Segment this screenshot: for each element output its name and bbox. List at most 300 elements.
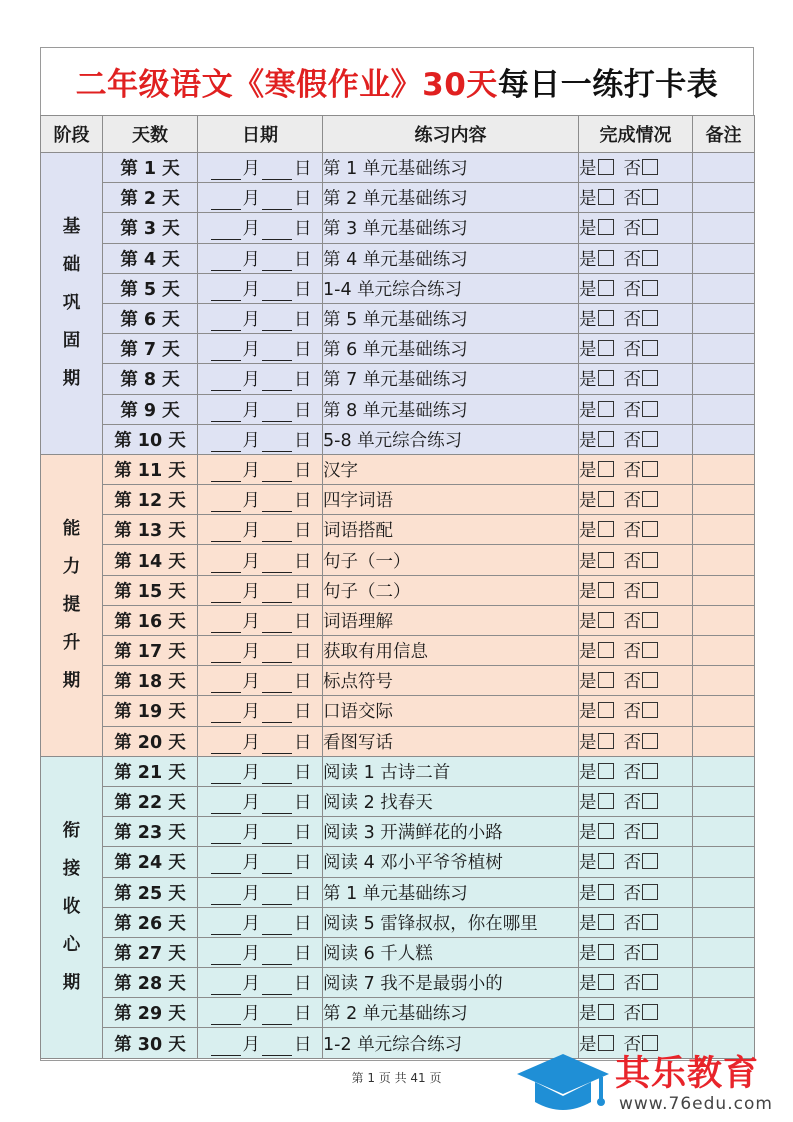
day-blank[interactable]: [262, 735, 292, 754]
day-label: 日: [294, 913, 312, 934]
yes-checkbox[interactable]: [598, 944, 614, 960]
month-label: 月: [242, 340, 260, 361]
stage-label: [41, 454, 103, 756]
day-blank[interactable]: [262, 704, 292, 723]
day-blank[interactable]: [262, 765, 292, 784]
no-label: 否: [623, 642, 641, 663]
no-checkbox[interactable]: [642, 401, 658, 417]
month-label: 月: [242, 702, 260, 723]
stage-label: [41, 153, 103, 455]
yes-checkbox[interactable]: [598, 401, 614, 417]
date-cell[interactable]: [198, 786, 323, 816]
date-cell[interactable]: [198, 153, 323, 183]
yes-checkbox[interactable]: [598, 914, 614, 930]
content-cell: 第 2 单元基础练习: [323, 998, 579, 1028]
no-checkbox[interactable]: [642, 521, 658, 537]
date-cell[interactable]: [198, 575, 323, 605]
day-label: 日: [294, 279, 312, 300]
date-cell[interactable]: [198, 364, 323, 394]
month-label: 月: [242, 823, 260, 844]
month-blank[interactable]: [211, 403, 241, 422]
day-blank[interactable]: [262, 795, 292, 814]
table-row: [41, 575, 755, 605]
month-blank[interactable]: [211, 946, 241, 965]
notes-cell[interactable]: [693, 153, 755, 183]
no-checkbox[interactable]: [642, 944, 658, 960]
date-cell[interactable]: [198, 394, 323, 424]
month-blank[interactable]: [211, 342, 241, 361]
no-label: 否: [623, 491, 641, 512]
no-checkbox[interactable]: [642, 853, 658, 869]
date-cell[interactable]: [198, 696, 323, 726]
yes-checkbox[interactable]: [598, 672, 614, 688]
day-blank[interactable]: [262, 342, 292, 361]
day-label: 日: [294, 974, 312, 995]
date-cell[interactable]: [198, 213, 323, 243]
month-blank[interactable]: [211, 221, 241, 240]
table-row: [41, 847, 755, 877]
content-cell: 四字词语: [323, 485, 579, 515]
month-blank[interactable]: [211, 584, 241, 603]
no-checkbox[interactable]: [642, 340, 658, 356]
yes-label: 是: [579, 551, 597, 572]
notes-cell[interactable]: [693, 515, 755, 545]
yes-label: 是: [579, 581, 597, 602]
no-checkbox[interactable]: [642, 793, 658, 809]
stage-char: 心: [62, 935, 81, 956]
date-cell[interactable]: [198, 485, 323, 515]
completion-cell: [579, 424, 693, 454]
content-cell: 看图写话: [323, 726, 579, 756]
content-cell: 1-2 单元综合练习: [323, 1028, 579, 1058]
notes-cell[interactable]: [693, 636, 755, 666]
day-label: 日: [294, 732, 312, 753]
month-label: 月: [242, 732, 260, 753]
month-label: 月: [242, 249, 260, 270]
day-blank[interactable]: [262, 584, 292, 603]
yes-checkbox[interactable]: [598, 823, 614, 839]
no-label: 否: [623, 551, 641, 572]
date-cell[interactable]: [198, 454, 323, 484]
date-cell[interactable]: [198, 334, 323, 364]
completion-cell: [579, 273, 693, 303]
month-blank[interactable]: [211, 433, 241, 452]
page-footer: 第 1 页 共 41 页: [351, 1071, 442, 1085]
notes-cell[interactable]: [693, 273, 755, 303]
date-cell[interactable]: [198, 243, 323, 273]
yes-checkbox[interactable]: [598, 370, 614, 386]
yes-label: 是: [579, 672, 597, 693]
no-label: 否: [623, 823, 641, 844]
notes-cell[interactable]: [693, 847, 755, 877]
month-blank[interactable]: [211, 765, 241, 784]
watermark-logo: [513, 1040, 793, 1122]
table-row: [41, 726, 755, 756]
yes-checkbox[interactable]: [598, 280, 614, 296]
yes-checkbox[interactable]: [598, 642, 614, 658]
day-cell: 第 14 天: [103, 545, 198, 575]
yes-label: 是: [579, 219, 597, 240]
header-date: 日期: [198, 116, 323, 153]
day-cell: 第 1 天: [103, 153, 198, 183]
notes-cell[interactable]: [693, 485, 755, 515]
yes-checkbox[interactable]: [598, 219, 614, 235]
yes-label: 是: [579, 460, 597, 481]
day-blank[interactable]: [262, 946, 292, 965]
completion-cell: [579, 303, 693, 333]
no-checkbox[interactable]: [642, 642, 658, 658]
no-label: 否: [623, 1004, 641, 1025]
day-label: 日: [294, 430, 312, 451]
day-cell: 第 19 天: [103, 696, 198, 726]
day-blank[interactable]: [262, 614, 292, 633]
day-blank[interactable]: [262, 463, 292, 482]
day-label: 日: [294, 370, 312, 391]
month-blank[interactable]: [211, 825, 241, 844]
month-blank[interactable]: [211, 523, 241, 542]
date-cell[interactable]: [198, 817, 323, 847]
yes-label: 是: [579, 189, 597, 210]
day-blank[interactable]: [262, 825, 292, 844]
day-blank[interactable]: [262, 855, 292, 874]
no-checkbox[interactable]: [642, 280, 658, 296]
day-label: 日: [294, 642, 312, 663]
month-blank[interactable]: [211, 855, 241, 874]
no-checkbox[interactable]: [642, 733, 658, 749]
completion-cell: [579, 605, 693, 635]
no-checkbox[interactable]: [642, 612, 658, 628]
notes-cell[interactable]: [693, 877, 755, 907]
yes-label: 是: [579, 732, 597, 753]
yes-checkbox[interactable]: [598, 491, 614, 507]
no-checkbox[interactable]: [642, 884, 658, 900]
yes-label: 是: [579, 853, 597, 874]
stage-char: 能: [62, 519, 81, 540]
date-cell[interactable]: [198, 273, 323, 303]
yes-label: 是: [579, 1034, 597, 1055]
content-cell: 阅读 4 邓小平爷爷植树: [323, 847, 579, 877]
no-checkbox[interactable]: [642, 159, 658, 175]
month-blank[interactable]: [211, 282, 241, 301]
table-row: [41, 485, 755, 515]
completion-cell: [579, 817, 693, 847]
no-checkbox[interactable]: [642, 823, 658, 839]
completion-cell: [579, 937, 693, 967]
month-blank[interactable]: [211, 1037, 241, 1056]
day-label: 日: [294, 702, 312, 723]
notes-cell[interactable]: [693, 937, 755, 967]
content-cell: 第 2 单元基础练习: [323, 183, 579, 213]
notes-cell[interactable]: [693, 575, 755, 605]
no-checkbox[interactable]: [642, 219, 658, 235]
no-label: 否: [623, 974, 641, 995]
day-blank[interactable]: [262, 1037, 292, 1056]
yes-label: 是: [579, 159, 597, 180]
date-cell[interactable]: [198, 998, 323, 1028]
day-blank[interactable]: [262, 1006, 292, 1025]
notes-cell[interactable]: [693, 243, 755, 273]
month-label: 月: [242, 913, 260, 934]
no-checkbox[interactable]: [642, 582, 658, 598]
notes-cell[interactable]: [693, 726, 755, 756]
yes-label: 是: [579, 340, 597, 361]
table-row: [41, 786, 755, 816]
header-content: 练习内容: [323, 116, 579, 153]
month-blank[interactable]: [211, 614, 241, 633]
yes-label: 是: [579, 310, 597, 331]
date-cell[interactable]: [198, 666, 323, 696]
month-blank[interactable]: [211, 493, 241, 512]
date-cell[interactable]: [198, 726, 323, 756]
notes-cell[interactable]: [693, 817, 755, 847]
stage-char: 力: [62, 557, 81, 578]
completion-cell: [579, 545, 693, 575]
day-label: 日: [294, 189, 312, 210]
day-cell: 第 6 天: [103, 303, 198, 333]
yes-checkbox[interactable]: [598, 310, 614, 326]
month-blank[interactable]: [211, 312, 241, 331]
month-blank[interactable]: [211, 886, 241, 905]
date-cell[interactable]: [198, 756, 323, 786]
content-cell: 词语搭配: [323, 515, 579, 545]
month-blank[interactable]: [211, 674, 241, 693]
completion-cell: [579, 334, 693, 364]
yes-label: 是: [579, 370, 597, 391]
no-label: 否: [623, 249, 641, 270]
day-label: 日: [294, 400, 312, 421]
yes-checkbox[interactable]: [598, 793, 614, 809]
yes-checkbox[interactable]: [598, 582, 614, 598]
no-checkbox[interactable]: [642, 250, 658, 266]
month-blank[interactable]: [211, 644, 241, 663]
notes-cell[interactable]: [693, 756, 755, 786]
no-checkbox[interactable]: [642, 702, 658, 718]
notes-cell[interactable]: [693, 303, 755, 333]
stage-char: 升: [62, 633, 81, 654]
month-label: 月: [242, 853, 260, 874]
month-blank[interactable]: [211, 704, 241, 723]
month-blank[interactable]: [211, 252, 241, 271]
completion-cell: [579, 485, 693, 515]
notes-cell[interactable]: [693, 605, 755, 635]
day-blank[interactable]: [262, 674, 292, 693]
month-blank[interactable]: [211, 976, 241, 995]
month-blank[interactable]: [211, 735, 241, 754]
yes-checkbox[interactable]: [598, 1004, 614, 1020]
day-cell: 第 9 天: [103, 394, 198, 424]
no-checkbox[interactable]: [642, 763, 658, 779]
notes-cell[interactable]: [693, 424, 755, 454]
completion-cell: [579, 847, 693, 877]
yes-checkbox[interactable]: [598, 884, 614, 900]
month-blank[interactable]: [211, 191, 241, 210]
day-blank[interactable]: [262, 916, 292, 935]
month-blank[interactable]: [211, 795, 241, 814]
completion-cell: [579, 183, 693, 213]
notes-cell[interactable]: [693, 786, 755, 816]
day-label: 日: [294, 943, 312, 964]
notes-cell[interactable]: [693, 968, 755, 998]
yes-label: 是: [579, 611, 597, 632]
notes-cell[interactable]: [693, 213, 755, 243]
yes-checkbox[interactable]: [598, 189, 614, 205]
day-label: 日: [294, 853, 312, 874]
day-blank[interactable]: [262, 493, 292, 512]
day-cell: 第 8 天: [103, 364, 198, 394]
date-cell[interactable]: [198, 183, 323, 213]
notes-cell[interactable]: [693, 394, 755, 424]
yes-checkbox[interactable]: [598, 250, 614, 266]
day-cell: 第 5 天: [103, 273, 198, 303]
yes-label: 是: [579, 943, 597, 964]
yes-label: 是: [579, 823, 597, 844]
completion-cell: [579, 756, 693, 786]
notes-cell[interactable]: [693, 545, 755, 575]
day-cell: 第 20 天: [103, 726, 198, 756]
notes-cell[interactable]: [693, 183, 755, 213]
date-cell[interactable]: [198, 424, 323, 454]
yes-checkbox[interactable]: [598, 431, 614, 447]
yes-label: 是: [579, 913, 597, 934]
yes-checkbox[interactable]: [598, 552, 614, 568]
month-blank[interactable]: [211, 463, 241, 482]
date-cell[interactable]: [198, 968, 323, 998]
no-checkbox[interactable]: [642, 1004, 658, 1020]
day-cell: 第 24 天: [103, 847, 198, 877]
date-cell[interactable]: [198, 847, 323, 877]
yes-label: 是: [579, 491, 597, 512]
date-cell[interactable]: [198, 303, 323, 333]
notes-cell[interactable]: [693, 696, 755, 726]
day-label: 日: [294, 762, 312, 783]
yes-checkbox[interactable]: [598, 702, 614, 718]
completion-cell: [579, 575, 693, 605]
day-label: 日: [294, 219, 312, 240]
date-cell[interactable]: [198, 907, 323, 937]
no-checkbox[interactable]: [642, 974, 658, 990]
day-blank[interactable]: [262, 312, 292, 331]
notes-cell[interactable]: [693, 454, 755, 484]
notes-cell[interactable]: [693, 998, 755, 1028]
day-blank[interactable]: [262, 644, 292, 663]
title-red-part: 二年级语文《寒假作业》30天: [75, 66, 498, 103]
completion-cell: [579, 243, 693, 273]
notes-cell[interactable]: [693, 907, 755, 937]
day-blank[interactable]: [262, 161, 292, 180]
date-cell[interactable]: [198, 1028, 323, 1058]
yes-checkbox[interactable]: [598, 521, 614, 537]
content-cell: 1-4 单元综合练习: [323, 273, 579, 303]
day-blank[interactable]: [262, 433, 292, 452]
no-checkbox[interactable]: [642, 189, 658, 205]
table-row: [41, 605, 755, 635]
no-checkbox[interactable]: [642, 461, 658, 477]
day-cell: 第 21 天: [103, 756, 198, 786]
yes-label: 是: [579, 642, 597, 663]
day-cell: 第 18 天: [103, 666, 198, 696]
date-cell[interactable]: [198, 545, 323, 575]
yes-label: 是: [579, 793, 597, 814]
day-blank[interactable]: [262, 372, 292, 391]
yes-checkbox[interactable]: [598, 612, 614, 628]
day-blank[interactable]: [262, 554, 292, 573]
date-cell[interactable]: [198, 877, 323, 907]
month-label: 月: [242, 883, 260, 904]
completion-cell: [579, 515, 693, 545]
month-blank[interactable]: [211, 554, 241, 573]
month-label: 月: [242, 400, 260, 421]
date-cell[interactable]: [198, 937, 323, 967]
no-checkbox[interactable]: [642, 431, 658, 447]
stage-char: 固: [62, 331, 81, 352]
month-label: 月: [242, 159, 260, 180]
no-checkbox[interactable]: [642, 914, 658, 930]
date-cell[interactable]: [198, 605, 323, 635]
no-checkbox[interactable]: [642, 491, 658, 507]
month-blank[interactable]: [211, 1006, 241, 1025]
stage-char: 巩: [62, 293, 81, 314]
month-blank[interactable]: [211, 161, 241, 180]
content-cell: 第 6 单元基础练习: [323, 334, 579, 364]
yes-checkbox[interactable]: [598, 974, 614, 990]
day-blank[interactable]: [262, 523, 292, 542]
table-row: [41, 273, 755, 303]
day-blank[interactable]: [262, 886, 292, 905]
day-label: 日: [294, 581, 312, 602]
day-cell: 第 13 天: [103, 515, 198, 545]
stage-char: 基: [62, 217, 81, 238]
yes-checkbox[interactable]: [598, 763, 614, 779]
day-blank[interactable]: [262, 252, 292, 271]
no-label: 否: [623, 340, 641, 361]
no-checkbox[interactable]: [642, 552, 658, 568]
day-blank[interactable]: [262, 191, 292, 210]
yes-checkbox[interactable]: [598, 159, 614, 175]
no-checkbox[interactable]: [642, 310, 658, 326]
day-label: 日: [294, 611, 312, 632]
date-cell[interactable]: [198, 515, 323, 545]
yes-checkbox[interactable]: [598, 733, 614, 749]
content-cell: 句子（二）: [323, 575, 579, 605]
no-label: 否: [623, 159, 641, 180]
content-cell: 口语交际: [323, 696, 579, 726]
notes-cell[interactable]: [693, 666, 755, 696]
date-cell[interactable]: [198, 636, 323, 666]
content-cell: 句子（一）: [323, 545, 579, 575]
content-cell: 阅读 7 我不是最弱小的: [323, 968, 579, 998]
notes-cell[interactable]: [693, 334, 755, 364]
day-blank[interactable]: [262, 221, 292, 240]
month-blank[interactable]: [211, 372, 241, 391]
notes-cell[interactable]: [693, 364, 755, 394]
day-blank[interactable]: [262, 976, 292, 995]
table-row: [41, 424, 755, 454]
month-label: 月: [242, 460, 260, 481]
yes-label: 是: [579, 702, 597, 723]
table-row: [41, 998, 755, 1028]
table-row: [41, 454, 755, 484]
yes-checkbox[interactable]: [598, 461, 614, 477]
content-cell: 阅读 2 找春天: [323, 786, 579, 816]
yes-checkbox[interactable]: [598, 340, 614, 356]
no-checkbox[interactable]: [642, 672, 658, 688]
month-blank[interactable]: [211, 916, 241, 935]
day-blank[interactable]: [262, 403, 292, 422]
day-blank[interactable]: [262, 282, 292, 301]
yes-checkbox[interactable]: [598, 853, 614, 869]
no-checkbox[interactable]: [642, 370, 658, 386]
day-cell: 第 26 天: [103, 907, 198, 937]
